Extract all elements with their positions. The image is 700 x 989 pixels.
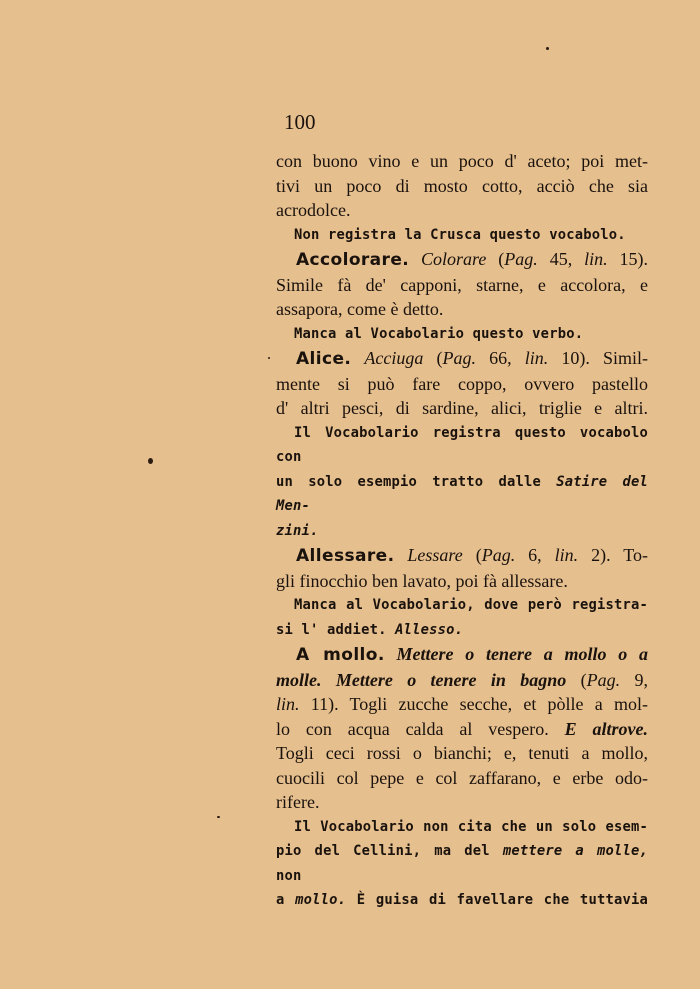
citation-word: Allesso. [395, 621, 464, 638]
text-line: Il Vocabolario registra questo vocabolo con [276, 424, 648, 465]
text-line: Il Vocabolario non cita che un solo esem- [294, 818, 648, 835]
ref-lin: lin. [524, 348, 549, 368]
text-line [276, 618, 648, 643]
ref-pag-number: 45, [549, 249, 573, 269]
paragraph-continuation [276, 149, 648, 223]
text-segment: È guisa di favellare che tuttavia [356, 892, 648, 908]
entry-gloss: Lessare [407, 545, 463, 565]
ref-paren: ( [436, 348, 443, 368]
entry-gloss: Colorare [421, 249, 487, 269]
page-text [276, 108, 648, 913]
note-cellini [276, 815, 648, 913]
text-line: mente si può fare coppo, ovvero pastello [276, 373, 648, 394]
text-line [276, 888, 648, 913]
text-segment: un solo esempio tratto dalle [276, 473, 541, 490]
ref-paren: ( [498, 249, 505, 269]
text-segment: lo con acqua calda al vespero. [276, 718, 549, 739]
text-line: d' altri pesci, di sardine, alici, triglie e altri. [276, 398, 648, 418]
text-line: zini. [276, 522, 319, 539]
entry-headword: Accolorare. [296, 250, 410, 270]
text-line: tivi un poco di mosto cotto, acciò che sia [276, 175, 648, 196]
entry-a-mollo [276, 642, 648, 815]
note-menzini [276, 421, 648, 544]
ink-speck [268, 357, 270, 359]
text-segment: 11). Togli zucche secche, et pòlle a mol- [310, 694, 648, 714]
ref-pag: Pag. [481, 545, 516, 565]
text-line: cuocili col pepe e col zaffarano, e erbe odo- [276, 767, 648, 788]
note-manca: Manca al Vocabolario questo verbo. [294, 325, 584, 342]
citation-title: Satire del Men- [276, 473, 648, 514]
entry-gloss: molle. Mettere o tenere in bagno [276, 669, 567, 690]
entry-headword: Allessare. [296, 546, 395, 566]
ref-paren: ( [475, 545, 482, 565]
entry-gloss: Acciuga [364, 348, 424, 368]
ink-speck [217, 816, 220, 818]
ref-lin: lin. [554, 545, 579, 565]
text-line: Manca al Vocabolario, dove però registra- [294, 597, 648, 613]
note-allesso [276, 593, 648, 642]
text-segment: mettere a molle, [502, 843, 648, 859]
entry-headword: A mollo. [296, 645, 385, 665]
text-line: Togli ceci rossi o bianchi; e, tenuti a mollo, [276, 743, 648, 763]
text-segment: non [276, 867, 302, 884]
entry-accolorare [276, 247, 648, 322]
text-line: assapora, come è detto. [276, 299, 444, 319]
text-segment: E altrove. [564, 718, 648, 739]
text-segment: si l' addiet. [276, 621, 387, 638]
ref-lin: lin. [584, 249, 608, 269]
note-crusca: Non registra la Crusca questo vocabolo. [294, 226, 626, 243]
ref-pag: Pag. [586, 669, 621, 690]
entry-allessare [276, 543, 648, 593]
ref-pag: Pag. [442, 348, 477, 368]
entry-headword: Alice. [296, 349, 352, 369]
text-line [276, 470, 648, 519]
text-line: gli finocchio ben lavato, poi fà allessare. [276, 570, 568, 591]
page-number: 100 [284, 110, 316, 134]
ref-lin: lin. [276, 694, 300, 714]
text-segment: mollo. [295, 892, 347, 908]
text-line: Simile fà de' capponi, starne, e accolora, e [276, 274, 648, 295]
text-line: con buono vino e un poco d' aceto; poi met- [276, 151, 648, 171]
ref-lin-number: 2). To- [591, 545, 648, 565]
text-line [276, 839, 648, 888]
text-line: acrodolce. [276, 200, 351, 220]
ref-pag-number: 6, [528, 545, 542, 565]
entry-alice [276, 346, 648, 421]
text-line: rifere. [276, 792, 320, 812]
ref-paren: ( [580, 669, 587, 690]
ref-lin-number: 10). Simil- [561, 348, 649, 368]
ref-pag-number: 66, [489, 348, 512, 368]
ref-lin-number: 15). [619, 249, 649, 269]
ref-pag-number: 9, [634, 669, 648, 690]
ink-speck [546, 47, 549, 50]
ref-pag: Pag. [504, 249, 538, 269]
text-segment: a [276, 892, 285, 908]
text-segment: pio del Cellini, ma del [276, 843, 490, 859]
ink-speck [148, 458, 153, 464]
entry-gloss: Mettere o tenere a mollo o a [396, 644, 648, 664]
